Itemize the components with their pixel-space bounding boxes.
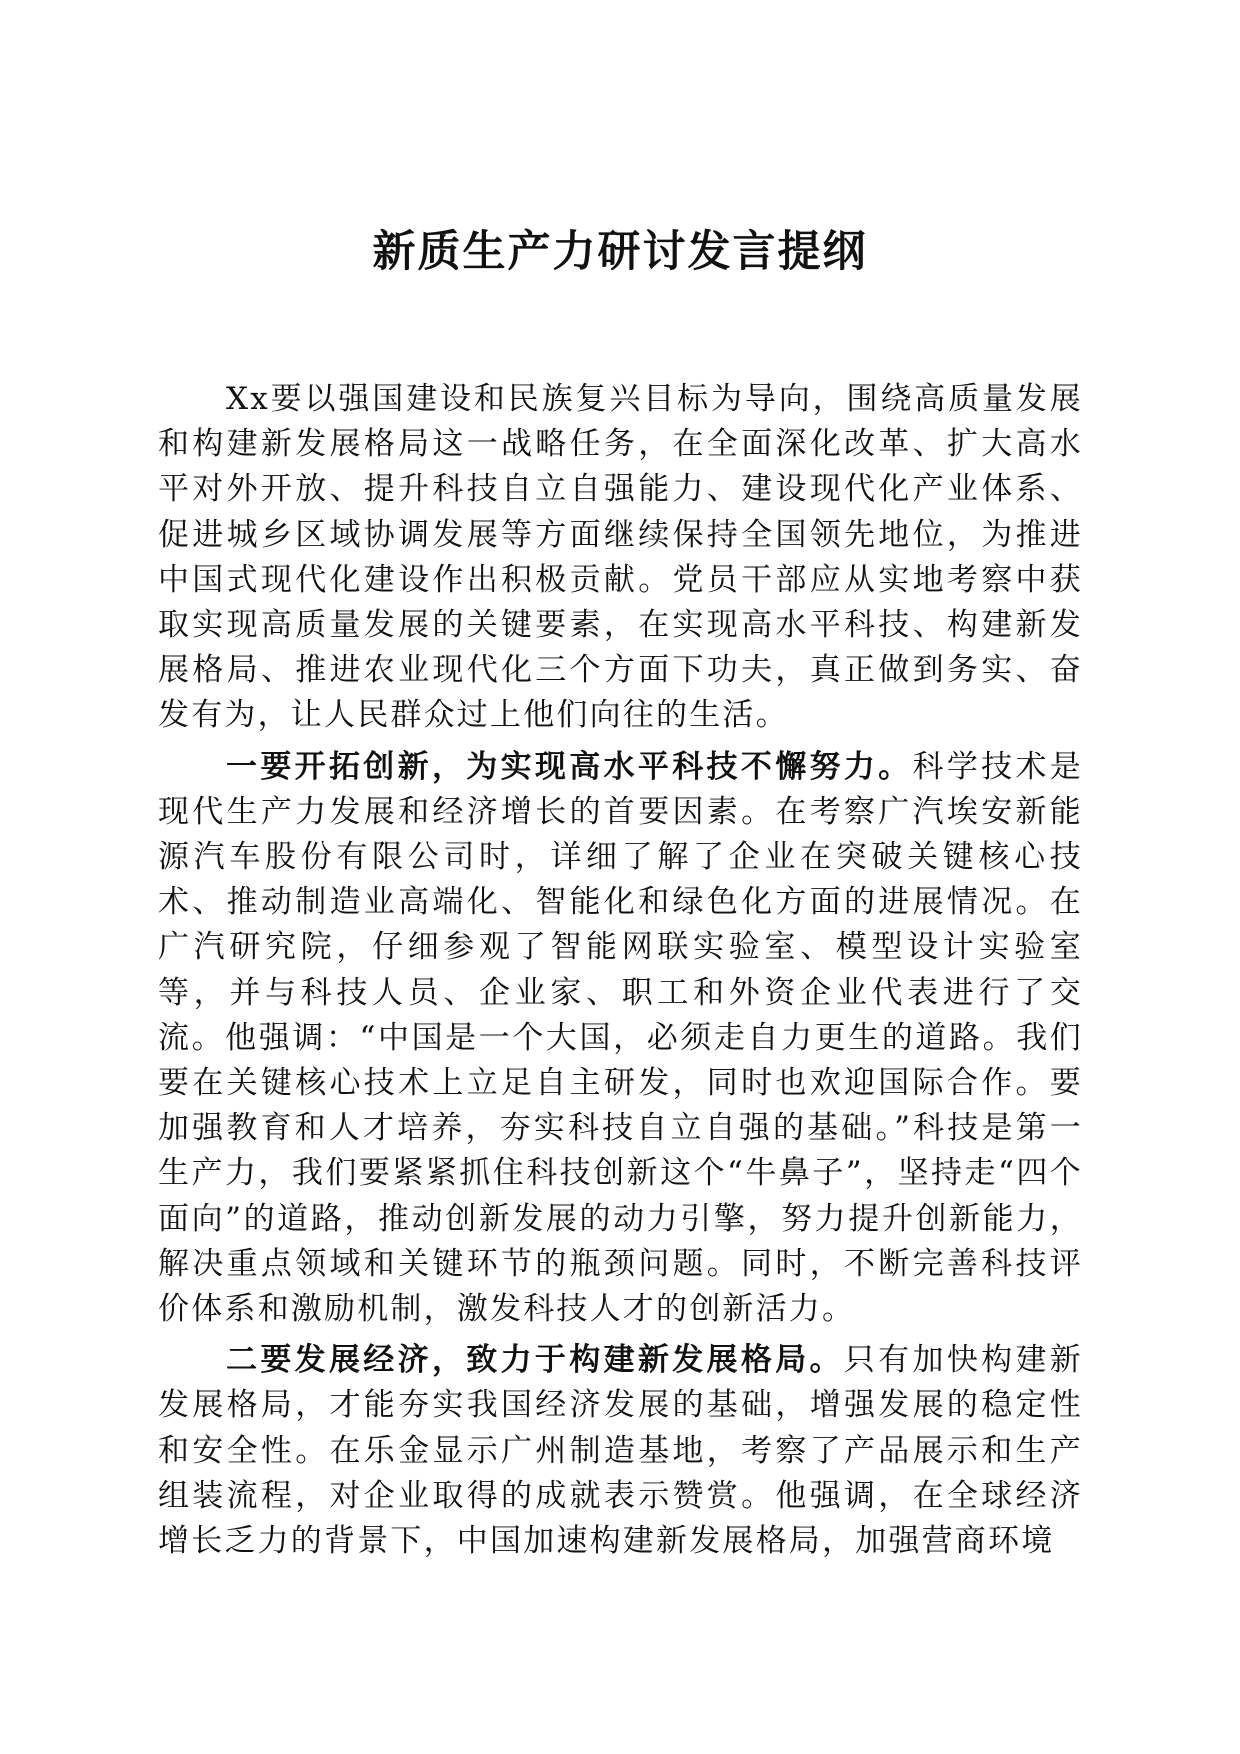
document-title: 新质生产力研讨发言提纲	[372, 227, 868, 277]
paragraph-text: Xx要以强国建设和民族复兴目标为导向，围绕高质量发展和构建新发展格局这一战略任务，在全面深化改革、扩大高水平对外开放、提升科技自立自强能力、建设现代化产业体系、促进城乡区域协调发展等方面继续保持全国领先地位，为推进中国式现代化建设作出积极贡献。党员干部应从实地考察中获取实现高质量发展的关键要素，在实现高水平科技、构建新发展格局、推进农业现代化三个方面下功夫，真正做到务实、奋发有为，让人民群众过上他们向往的生活。	[158, 381, 1083, 734]
paragraph-intro	[158, 377, 1083, 739]
paragraph-heading: 一要开拓创新，为实现高水平科技不懈努力。	[226, 748, 913, 785]
paragraph-point-two	[158, 1338, 1083, 1564]
paragraph-point-one	[158, 745, 1083, 1333]
paragraph-text: 科学技术是现代生产力发展和经济增长的首要因素。在考察广汽埃安新能源汽车股份有限公司时，详细了解了企业在突破关键核心技术、推动制造业高端化、智能化和绿色化方面的进展情况。在广汽研究院，仔细参观了智能网联实验室、模型设计实验室等，并与科技人员、企业家、职工和外资企业代表进行了交流。他强调：“中国是一个大国，必须走自力更生的道路。我们要在关键核心技术上立足自主研发，同时也欢迎国际合作。要加强教育和人才培养，夯实科技自立自强的基础。”科技是第一生产力，我们要紧紧抓住科技创新这个“牛鼻子”，坚持走“四个面向”的道路，推动创新发展的动力引擎，努力提升创新能力，解决重点领域和关键环节的瓶颈问题。同时，不断完善科技评价体系和激励机制，激发科技人才的创新活力。	[158, 748, 1083, 1328]
paragraph-heading: 二要发展经济，致力于构建新发展格局。	[226, 1342, 844, 1379]
document-body	[158, 377, 1083, 1570]
paragraph-text: 只有加快构建新发展格局，才能夯实我国经济发展的基础，增强发展的稳定性和安全性。在乐金显示广州制造基地，考察了产品展示和生产组装流程，对企业取得的成就表示赞赏。他强调，在全球经济增长乏力的背景下，中国加速构建新发展格局，加强营商环境	[158, 1342, 1083, 1560]
